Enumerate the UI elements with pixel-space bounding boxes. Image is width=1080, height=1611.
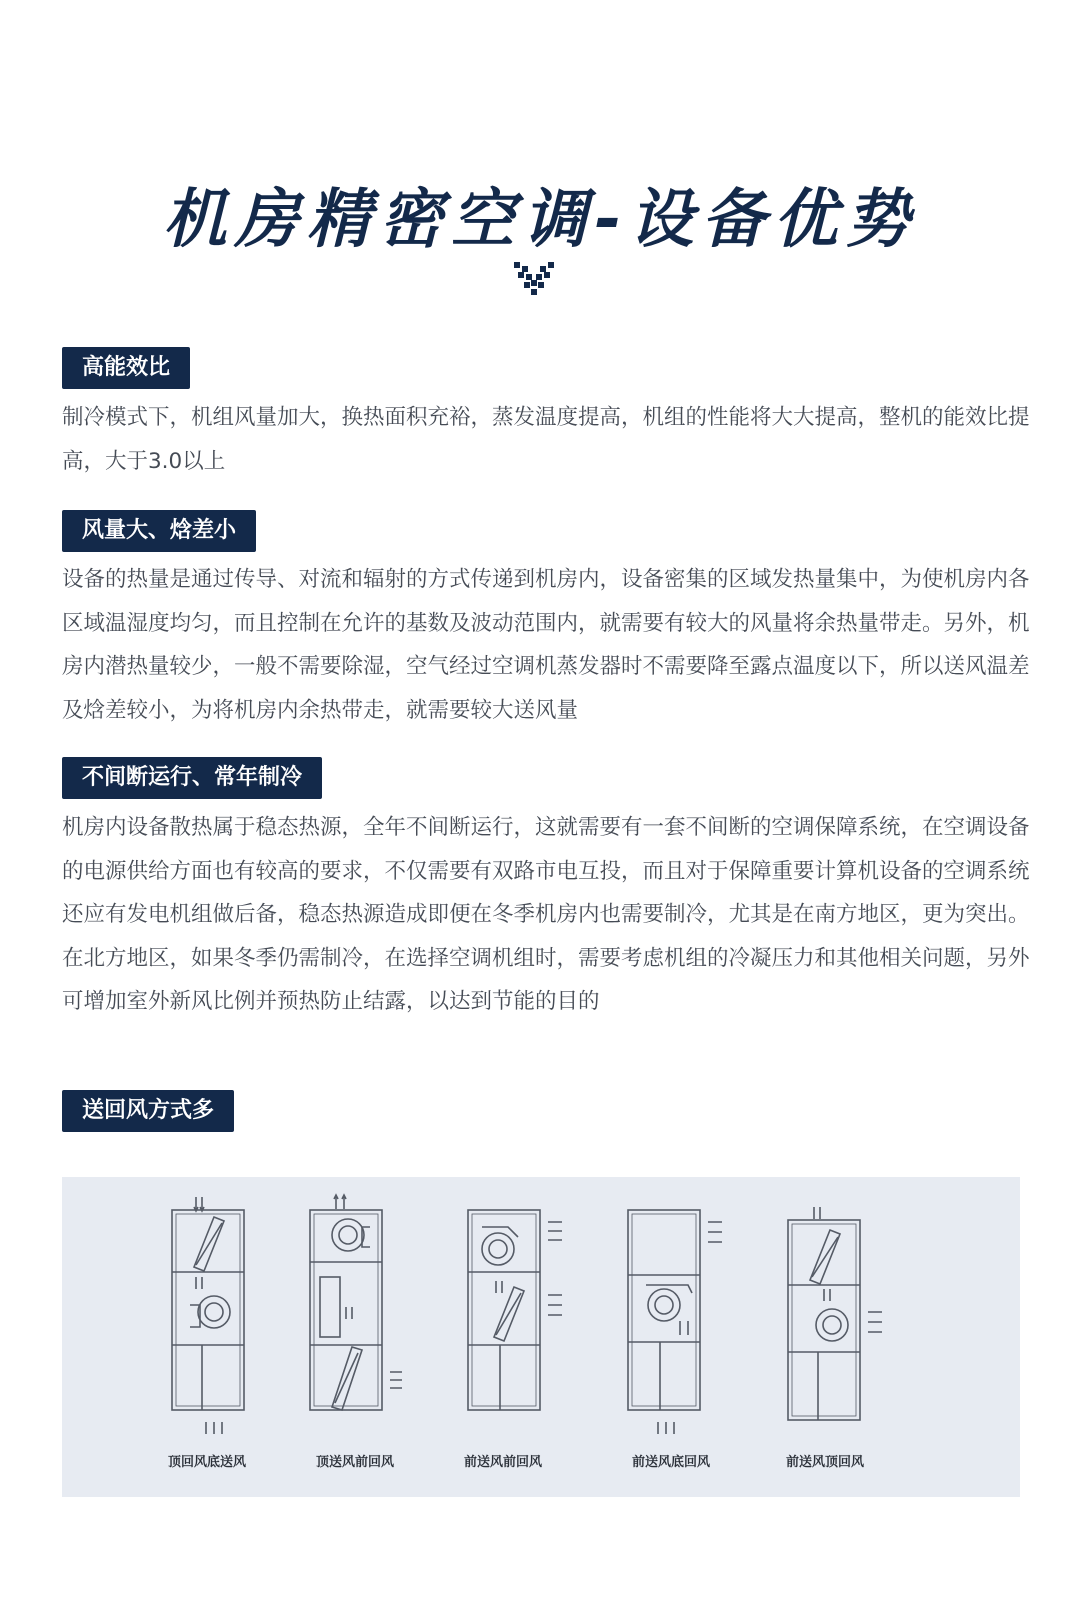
unit-caption: 前送风底回风: [631, 1455, 710, 1470]
unit-caption: 顶送风前回风: [315, 1455, 394, 1470]
airflow-unit-top-supply-front-return: [280, 1177, 430, 1497]
airflow-unit-top-return-bottom-supply: [132, 1177, 282, 1497]
airflow-diagram-panel: [62, 1177, 1020, 1497]
section-heading-airflow-modes: 送回风方式多: [62, 1090, 234, 1132]
section-heading-continuous: 不间断运行、常年制冷: [62, 757, 322, 799]
unit-diagram-icon: [132, 1177, 282, 1447]
airflow-unit-front-supply-front-return: [428, 1177, 578, 1497]
section-body-continuous: 机房内设备散热属于稳态热源，全年不间断运行，这就需要有一套不间断的空调保障系统，在空调设备的电源供给方面也有较高的要求，不仅需要有双路市电互投，而且对于保障重要计算机设备的空调系统还应有发电机组做后备，稳态热源造成即便在冬季机房内也需要制冷，尤其是在南方地区，更为突出。在北方地区，如果冬季仍需制冷，在选择空调机组时，需要考虑机组的冷凝压力和其他相关问题，另外可增加室外新风比例并预热防止结露，以达到节能的目的: [62, 815, 1030, 1014]
section-body-efficiency: 制冷模式下，机组风量加大，换热面积充裕，蒸发温度提高，机组的性能将大大提高，整机的能效比提高，大于3.0以上: [62, 405, 1030, 474]
unit-caption: 前送风顶回风: [785, 1455, 864, 1470]
section-heading-efficiency: 高能效比: [62, 347, 190, 389]
unit-diagram-icon: [428, 1177, 578, 1447]
unit-caption: 前送风前回风: [463, 1455, 542, 1470]
unit-caption: 顶回风底送风: [167, 1455, 246, 1470]
airflow-unit-front-supply-top-return: [750, 1177, 900, 1497]
section-body-airflow: 设备的热量是通过传导、对流和辐射的方式传递到机房内，设备密集的区域发热量集中，为使机房内各区域温湿度均匀，而且控制在允许的基数及波动范围内，就需要有较大的风量将余热量带走。另外，机房内潜热量较少，一般不需要除湿，空气经过空调机蒸发器时不需要降至露点温度以下，所以送风温差及焓差较小，为将机房内余热带走，就需要较大送风量: [62, 567, 1030, 723]
brand-logo-icon: [514, 262, 554, 296]
unit-diagram-icon: [280, 1177, 430, 1447]
airflow-unit-front-supply-bottom-return: [596, 1177, 746, 1497]
unit-diagram-icon: [750, 1177, 900, 1447]
page-title: 机房精密空调-设备优势: [162, 183, 918, 257]
unit-diagram-icon: [596, 1177, 746, 1447]
section-heading-airflow: 风量大、焓差小: [62, 510, 256, 552]
